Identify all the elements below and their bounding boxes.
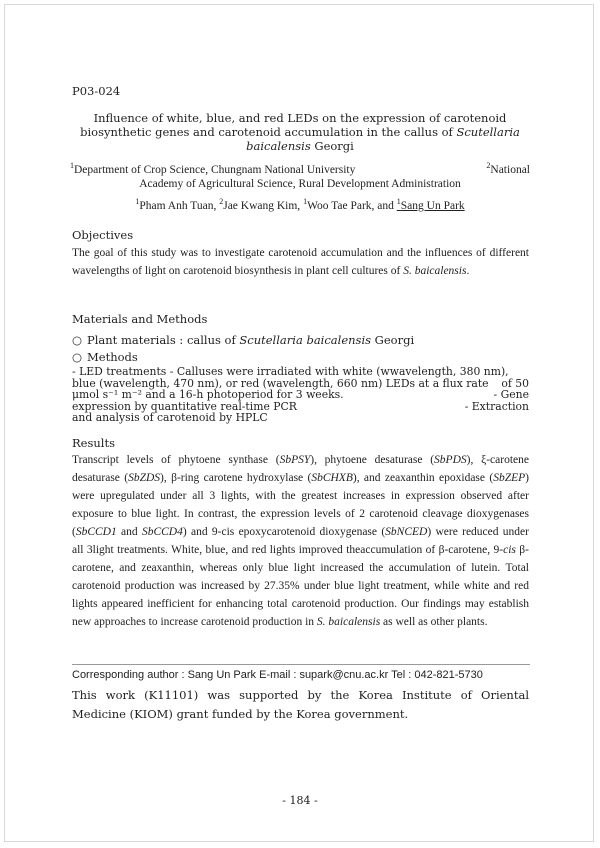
author-list: $^1$Pham Anh Tuan, $^2$Jae Kwang Kim, $^1$Woo Tae Park, and $^1$Sang Un Park — [135, 197, 465, 212]
paper-code: P03-024 — [72, 84, 121, 98]
affiliations — [70, 163, 530, 191]
led-line: expression by quantitative real-time PCR - Extraction — [72, 399, 529, 413]
led-line: μmol s⁻¹ m⁻² and a 16-h photoperiod for 3 weeks. - Gene — [72, 388, 529, 401]
footer-divider — [72, 664, 530, 665]
page-number: - 184 - — [282, 794, 318, 807]
led-line: - LED treatments - Calluses were irradiated with white (wwavelength, 380 nm), — [72, 365, 509, 378]
methods-bullet-methods: ○ Methods — [72, 350, 138, 364]
led-line: blue (wavelength, 470 nm), or red (wavelength, 660 nm) LEDs at a flux rate of 50 — [72, 376, 529, 390]
affiliation-2-cont: Academy of Agricultural Science, Rural Development Administration — [139, 178, 461, 190]
affiliation-2-start: $^2$National — [486, 161, 530, 176]
objectives-heading: Objectives — [72, 228, 134, 242]
paper-title — [60, 111, 540, 153]
title-line-2: biosynthetic genes and carotenoid accumulation in the callus of Scutellaria — [80, 125, 520, 139]
title-line-1: Influence of white, blue, and red LEDs on the expression of carotenoid — [93, 111, 507, 125]
methods-bullet-plant: ○ Plant materials : callus of Scutellaria baicalensis Georgi — [72, 333, 415, 347]
funding-text: This work (K11101) was supported by the Korea Institute of Oriental Medicine (KIOM) grant funded by the Korea government. — [72, 688, 529, 721]
corresponding-author: $^1$Sang Un Park — [396, 197, 465, 212]
objectives-text: The goal of this study was to investigate carotenoid accumulation and the influences of different wavelengths of light on carotenoid biosynthesis in plant cell cultures of S. baicalensis. — [72, 247, 529, 277]
affiliation-1: $^1$Department of Crop Science, Chungnam National University — [70, 161, 356, 176]
led-treatment-text — [72, 366, 529, 424]
title-line-3: baicalensis Georgi — [246, 139, 354, 153]
led-line: and analysis of carotenoid by HPLC — [72, 411, 268, 424]
results-text: Transcript levels of phytoene synthase (SbPSY), phytoene desaturase (SbPDS), ξ-carotene desaturase (SbZDS), β-ring carotene hydroxylase (SbCHXB), and zeaxanthin epoxidase (SbZEP) were upregulated under all 3 lights, with the greatest increases in expression observed after exposure to blue light. In contrast, the expression levels of 2 carotenoid cleavage dioxygenases (SbCCD1 and SbCCD4) and 9-cis epoxycarotenoid dioxygenase (SbNCED) were reduced under all 3light treatments. White, blue, and red lights improved theaccumulation of β-carotene, 9-cis β-carotene, and zeaxanthin, whereas only blue light increased the accumulation of lutein. Total carotenoid production was increased by 27.35% under blue light treatment, while white and red lights appeared inefficient for enhancing total carotenoid production. Our findings may establish new approaches to increase carotenoid production in S. baicalensis as well as other plants. — [72, 454, 529, 628]
corresponding-author-line: Corresponding author : Sang Un Park E-mail : supark@cnu.ac.kr Tel : 042-821-5730 — [72, 669, 483, 681]
results-heading: Results — [72, 436, 115, 450]
methods-heading: Materials and Methods — [72, 312, 208, 326]
